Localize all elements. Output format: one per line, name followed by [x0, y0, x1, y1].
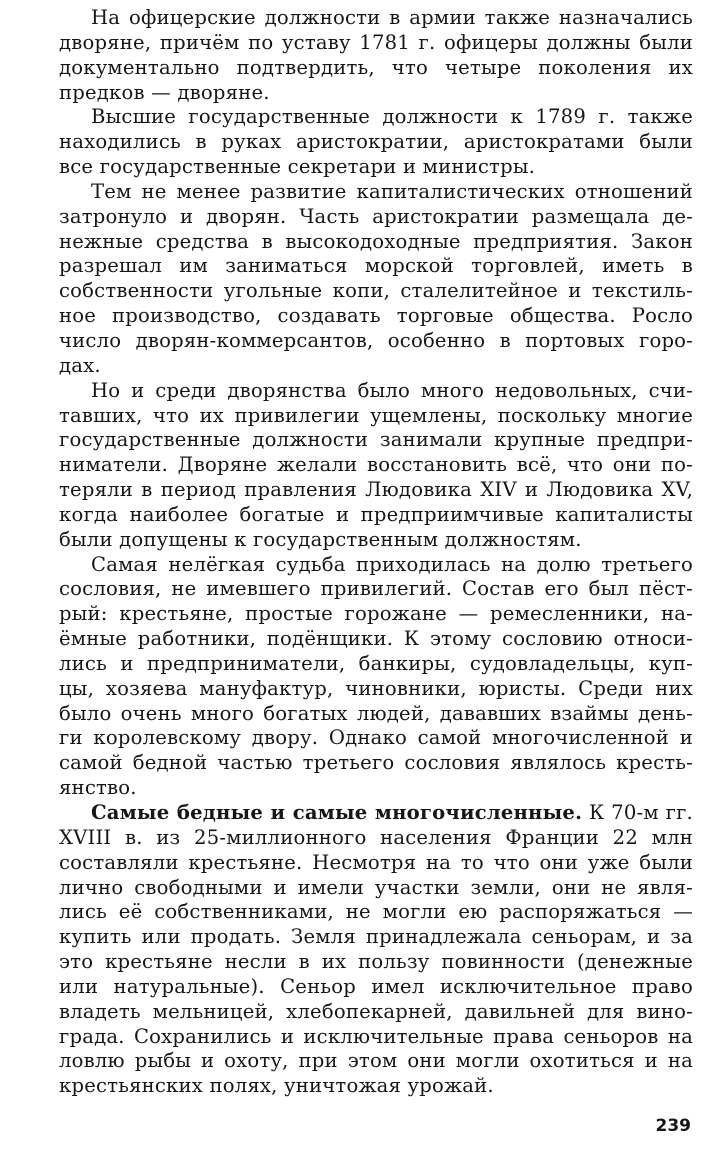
text-line: янство. [59, 776, 137, 800]
text-line: разрешал им заниматься морской торговлей, иметь в [59, 254, 693, 278]
paragraph-officer-positions [27, 6, 693, 105]
text-line: лись и предприниматели, банкиры, судовладельцы, куп- [59, 651, 693, 675]
text-line: затронуло и дворян. Часть аристократии размещала де- [59, 204, 693, 228]
text-line: цы, хозяева мануфактур, чиновники, юристы. Среди них [59, 676, 693, 700]
text-line: дах. [59, 353, 101, 377]
text-line: были допущены к государственным должностям. [59, 527, 582, 551]
text-line: это крестьяне несли в их пользу повинности (денежные [59, 950, 693, 974]
first-line-text: К 70-м гг. [582, 801, 693, 824]
text-line: ёмные работники, подёнщики. К этому сословию относи- [59, 627, 693, 651]
text-line: сословия, не имевшего привилегий. Состав его был пёст- [59, 577, 693, 601]
text-line: Высшие государственные должности к 1789 г. также [91, 105, 693, 129]
paragraph-capitalism-nobility [27, 180, 693, 379]
text-line: ги королевскому двору. Однако самой многочисленной и [59, 726, 693, 750]
text-line: ниматели. Дворяне желали восстановить всё, что они по- [59, 453, 693, 477]
paragraph-state-positions [27, 105, 693, 180]
text-line: владеть мельницей, хлебопекарней, давильней для вино- [59, 999, 693, 1023]
text-line: или натуральные). Сеньор имел исключительное право [59, 974, 693, 998]
text-line: государственные должности занимали крупные предпри- [59, 428, 693, 452]
text-line: предков — дворяне. [59, 80, 270, 104]
text-line: крестьянских полях, уничтожая урожай. [59, 1074, 494, 1098]
text-line [27, 801, 693, 826]
text-line: самой бедной частью третьего сословия являлось кресть- [59, 751, 693, 775]
text-line: было очень много богатых людей, дававших взаймы день- [59, 701, 693, 725]
text-line: Тем не менее развитие капиталистических отношений [91, 179, 693, 203]
text-line: На офицерские должности в армии также назначались [91, 6, 693, 29]
text-line: все государственные секретари и министры. [59, 155, 536, 179]
text-line: лично свободными и имели участки земли, они не явля- [59, 875, 693, 899]
text-line: Самая нелёгкая судьба приходилась на долю третьего [91, 552, 693, 576]
page-number: 239 [655, 1116, 691, 1136]
text-line: лись её собственниками, не могли ею распоряжаться — [59, 900, 693, 924]
run-in-heading: Самые бедные и самые многочисленные. [91, 801, 583, 824]
text-line: ное производство, создавать торговые общества. Росло [59, 304, 693, 328]
paragraph-third-estate [27, 553, 693, 801]
text-line: тавших, что их привилегии ущемлены, поскольку многие [59, 403, 693, 427]
text-line: собственности угольные копи, сталелитейное и текстиль- [59, 279, 693, 303]
text-line: Но и среди дворянства было много недовольных, счи- [91, 378, 693, 402]
text-line: купить или продать. Земля принадлежала сеньорам, и за [59, 925, 693, 949]
book-page [27, 6, 693, 1099]
text-line: теряли в период правления Людовика XIV и Людовика XV, [59, 478, 693, 502]
text-line: составляли крестьяне. Несмотря на то что они уже были [59, 850, 693, 874]
text-line: когда наиболее богатые и предприимчивые капиталисты [59, 502, 693, 526]
text-line: града. Сохранились и исключительные права сеньоров на [59, 1024, 693, 1048]
text-line: число дворян-коммерсантов, особенно в портовых горо- [59, 328, 693, 352]
text-line: нежные средства в высокодоходные предприятия. Закон [59, 229, 693, 253]
text-line: находились в руках аристократии, аристократами были [59, 130, 693, 154]
text-line: ловлю рыбы и охоту, при этом они могли охотиться и на [59, 1049, 693, 1073]
text-line: XVIII в. из 25-миллионного населения Франции 22 млн [59, 825, 693, 849]
paragraph-discontented-nobility [27, 379, 693, 553]
text-line: документально подтвердить, что четыре поколения их [59, 55, 693, 79]
paragraph-peasants [27, 801, 693, 1099]
text-line: дворяне, причём по уставу 1781 г. офицеры должны были [59, 30, 693, 54]
text-line: рый: крестьяне, простые горожане — ремесленники, на- [59, 602, 693, 626]
